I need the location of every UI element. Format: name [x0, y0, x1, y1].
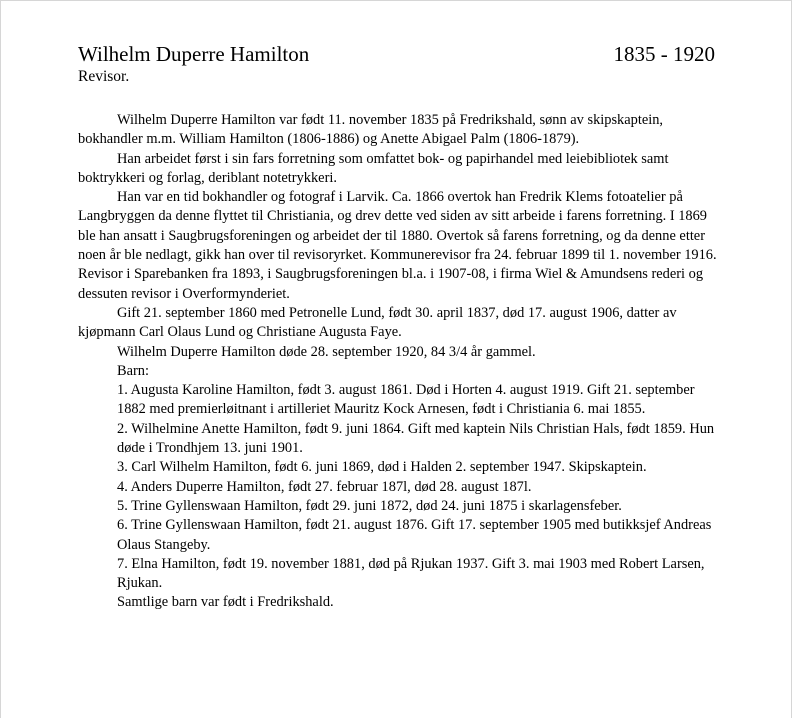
- person-name: Wilhelm Duperre Hamilton: [78, 42, 310, 66]
- paragraph-birth: Wilhelm Duperre Hamilton var født 11. november 1835 på Fredrikshald, sønn av skipskaptein, bokhandler m.m. William Hamilton (1806-1886) og Anette Abigael Palm (1806-1879).: [78, 112, 664, 148]
- life-years: 1835 - 1920: [613, 42, 715, 66]
- children-heading: Barn:: [117, 362, 149, 379]
- document-header: [78, 41, 718, 87]
- paragraph-early-work: Han arbeidet først i sin fars forretning som omfattet bok- og papirhandel med leiebibliotek samt boktrykkeri og forlag, deriblant notetrykkeri.: [78, 150, 669, 186]
- occupation: Revisor.: [78, 68, 130, 85]
- closing-note: Samtlige barn var født i Fredrikshald.: [117, 594, 334, 611]
- child-entry: 3. Carl Wilhelm Hamilton, født 6. juni 1869, død i Halden 2. september 1947. Skipskaptein.: [117, 459, 647, 476]
- paragraph-death: Wilhelm Duperre Hamilton døde 28. september 1920, 84 3/4 år gammel.: [117, 343, 536, 360]
- paragraph-marriage: Gift 21. september 1860 med Petronelle Lund, født 30. april 1837, død 17. august 1906, datter av kjøpmann Carl Olaus Lund og Christiane Augusta Faye.: [78, 304, 677, 341]
- child-entry: 2. Wilhelmine Anette Hamilton, født 9. juni 1864. Gift med kaptein Nils Christian Hals, født 1859. Hun døde i Trondhjem 13. juni 1901.: [117, 420, 715, 457]
- child-entry: 6. Trine Gyllenswaan Hamilton, født 21. august 1876. Gift 17. september 1905 med butikksjef Andreas Olaus Stangeby.: [117, 517, 712, 553]
- child-entry: 4. Anders Duperre Hamilton, født 27. februar 187l, død 28. august 187l.: [117, 478, 532, 495]
- child-entry: 1. Augusta Karoline Hamilton, født 3. august 1861. Død i Horten 4. august 1919. Gift 21. september 1882 med premierløitnant i artilleriet Mauritz Kock Arnesen, født i Christiania 6. mai 1855.: [117, 382, 695, 418]
- child-entry: 5. Trine Gyllenswaan Hamilton, født 29. juni 1872, død 24. juni 1875 i skarlagensfeber.: [117, 497, 622, 514]
- child-entry: 7. Elna Hamilton, født 19. november 1881, død på Rjukan 1937. Gift 3. mai 1903 med Robert Larsen, Rjukan.: [117, 555, 705, 592]
- paragraph-career: Han var en tid bokhandler og fotograf i Larvik. Ca. 1866 overtok han Fredrik Klems fotoatelier på Langbryggen da denne flyttet til Christiania, og drev dette ved siden av sitt arbeide i farens forretning. I 1869 ble han ansatt i Saugbrugsforeningen og arbeidet der til 1880. Overtok så farens forretning, og da denne etter noen år ble nedlagt, gikk han over til revisoryrket. Kommunerevisor fra 24. februar 1899 til 1. november 1916. Revisor i Sparebanken fra 1893, i Saugbrugsforeningen bl.a. i 1907-08, i firma Wiel & Amundsens rederi og dessuten revisor i Overformynderiet.: [78, 189, 717, 302]
- document-body: [78, 111, 718, 613]
